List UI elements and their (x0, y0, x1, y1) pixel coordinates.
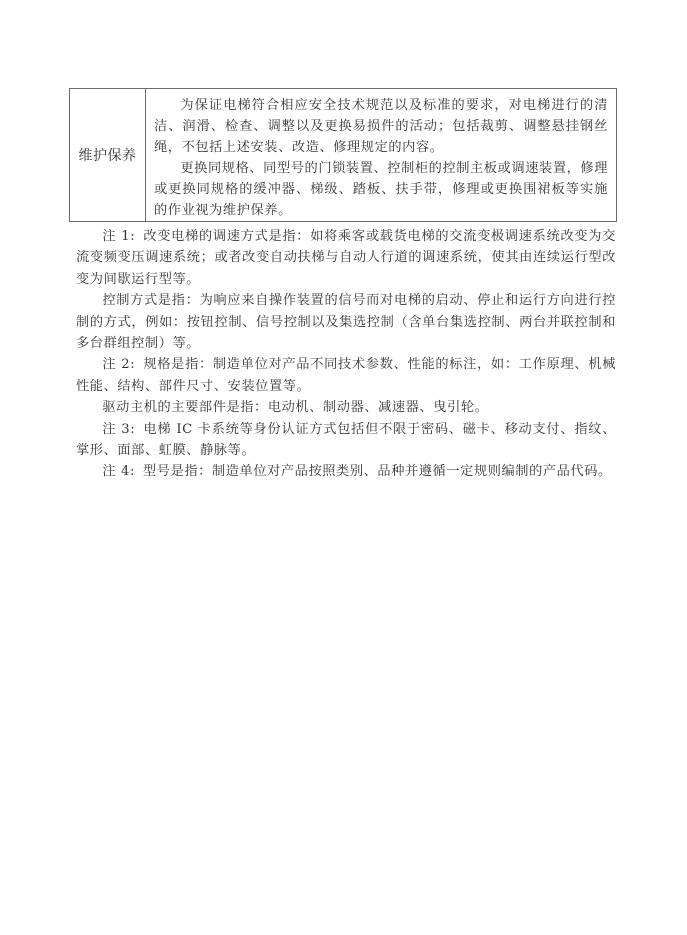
note-text: 电梯 IC 卡系统等身份认证方式包括但不限于密码、磁卡、移动支付、指纹、掌形、面部、虹膜、静脉等。 (76, 421, 616, 459)
table-paragraph-2: 更换同规格、同型号的门锁装置、控制柜的控制主板或调速装置，修理或更换同规格的缓冲器、梯级、踏板、扶手带，修理或更换围裙板等实施的作业视为维护保养。 (154, 161, 608, 218)
note-drive-parts (76, 397, 616, 418)
note-control-mode (76, 290, 616, 354)
table-label: 维护保养 (78, 148, 137, 164)
note-prefix: 注 2: (102, 357, 136, 373)
note-text: 型号是指：制造单位对产品按照类别、品种并遵循一定规则编制的产品代码。 (143, 464, 612, 480)
note-4 (76, 461, 616, 482)
note-text: 控制方式是指：为响应来自操作装置的信号而对电梯的启动、停止和运行方向进行控制的方式，例如：按钮控制、信号控制以及集选控制（含单台集选控制、两台并联控制和多台群组控制）等。 (76, 293, 616, 352)
note-1 (76, 226, 616, 290)
maintenance-definition-table (69, 88, 617, 222)
note-text: 改变电梯的调速方式是指：如将乘客或载货电梯的交流变极调速系统改变为交流变频变压调速系统；或者改变自动扶梯与自动人行道的调速系统，使其由连续运行型改变为间歇运行型等。 (76, 229, 616, 287)
note-3 (76, 419, 616, 462)
note-prefix: 注 3: (102, 421, 136, 437)
note-prefix: 注 1: (102, 229, 136, 244)
table-paragraph-1: 为保证电梯符合相应安全技术规范以及标准的要求，对电梯进行的清洁、润滑、检查、调整以及更换易损件的活动；包括裁剪、调整悬挂钢丝绳，不包括上述安装、改造、修理规定的内容。 (154, 98, 608, 155)
note-text: 驱动主机的主要部件是指：电动机、制动器、减速器、曳引轮。 (102, 400, 489, 416)
table-label-cell (70, 89, 146, 221)
note-text: 规格是指：制造单位对产品不同技术参数、性能的标注，如：工作原理、机械性能、结构、部件尺寸、安装位置等。 (76, 357, 616, 394)
notes-section (76, 226, 616, 483)
note-2 (76, 354, 616, 397)
table-content-cell (146, 89, 616, 221)
note-prefix: 注 4: (102, 464, 136, 480)
